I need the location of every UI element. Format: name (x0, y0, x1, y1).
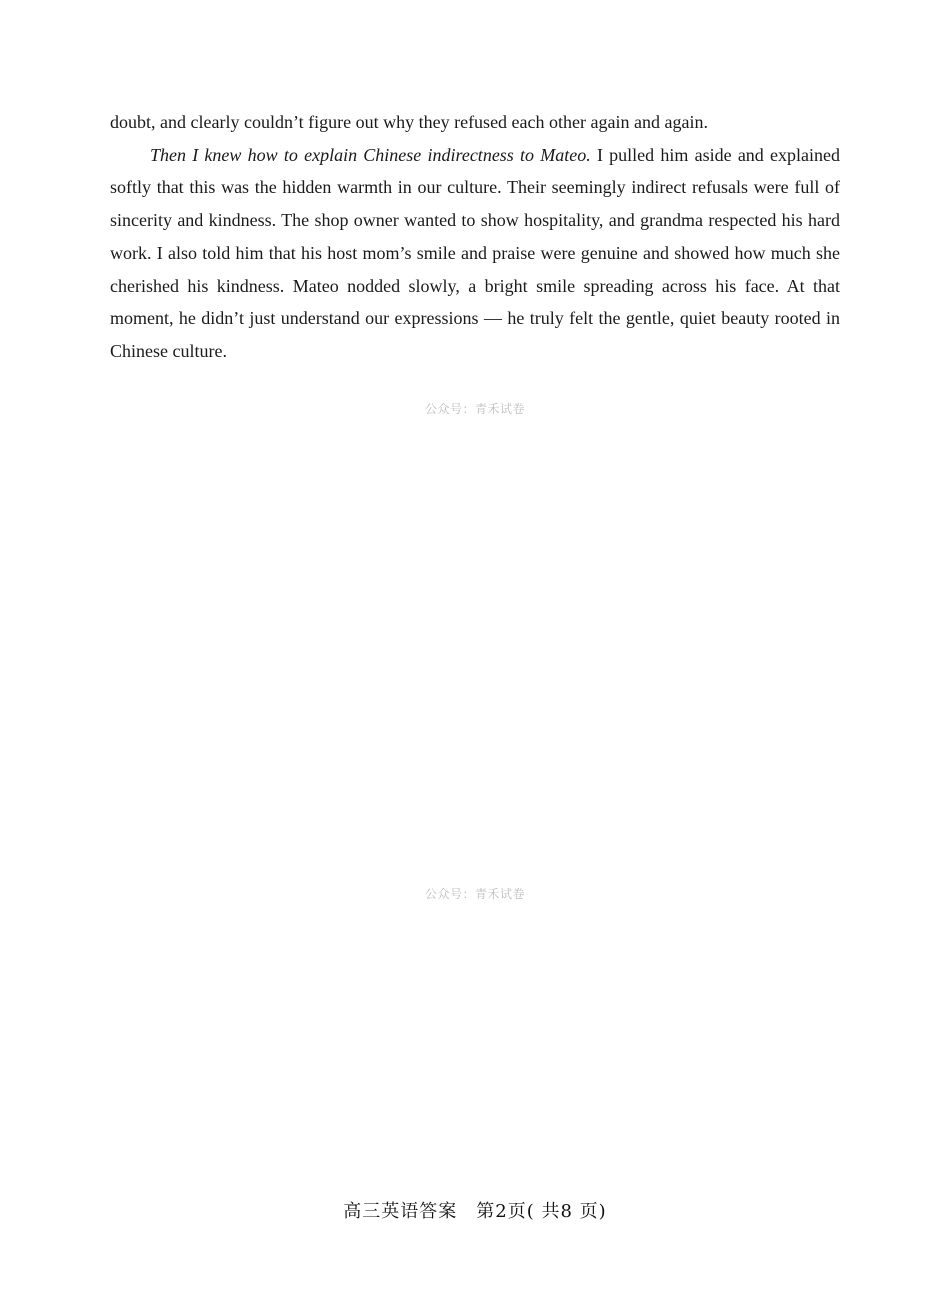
watermark: 公众号：青禾试卷 (424, 402, 525, 416)
paragraph-2-body: I pulled him aside and explained softly that this was the hidden warmth in our culture. Their seemingly indirect refusals were full of sincerity and kindness. The shop owner wanted to show hospitality, and grandma respected his hard work. I also told him that his host mom’s smile and praise were genuine and showed how much she cherished his kindness. Mateo nodded slowly, a bright smile spreading across his face. At that moment, he didn’t just understand our expressions — he truly felt the gentle, quiet beauty rooted in Chinese culture. (110, 144, 840, 361)
watermark: 公众号：青禾试卷 (424, 887, 525, 901)
paragraph-2 (110, 139, 840, 368)
answer-text (110, 106, 840, 368)
paragraph-1: doubt, and clearly couldn’t figure out why they refused each other again and again. (110, 112, 708, 132)
paragraph-2-opening-sentence: Then I knew how to explain Chinese indirectness to Mateo. (150, 144, 591, 165)
page-footer: 高三英语答案 第2页( 共8 页) (343, 1201, 607, 1222)
